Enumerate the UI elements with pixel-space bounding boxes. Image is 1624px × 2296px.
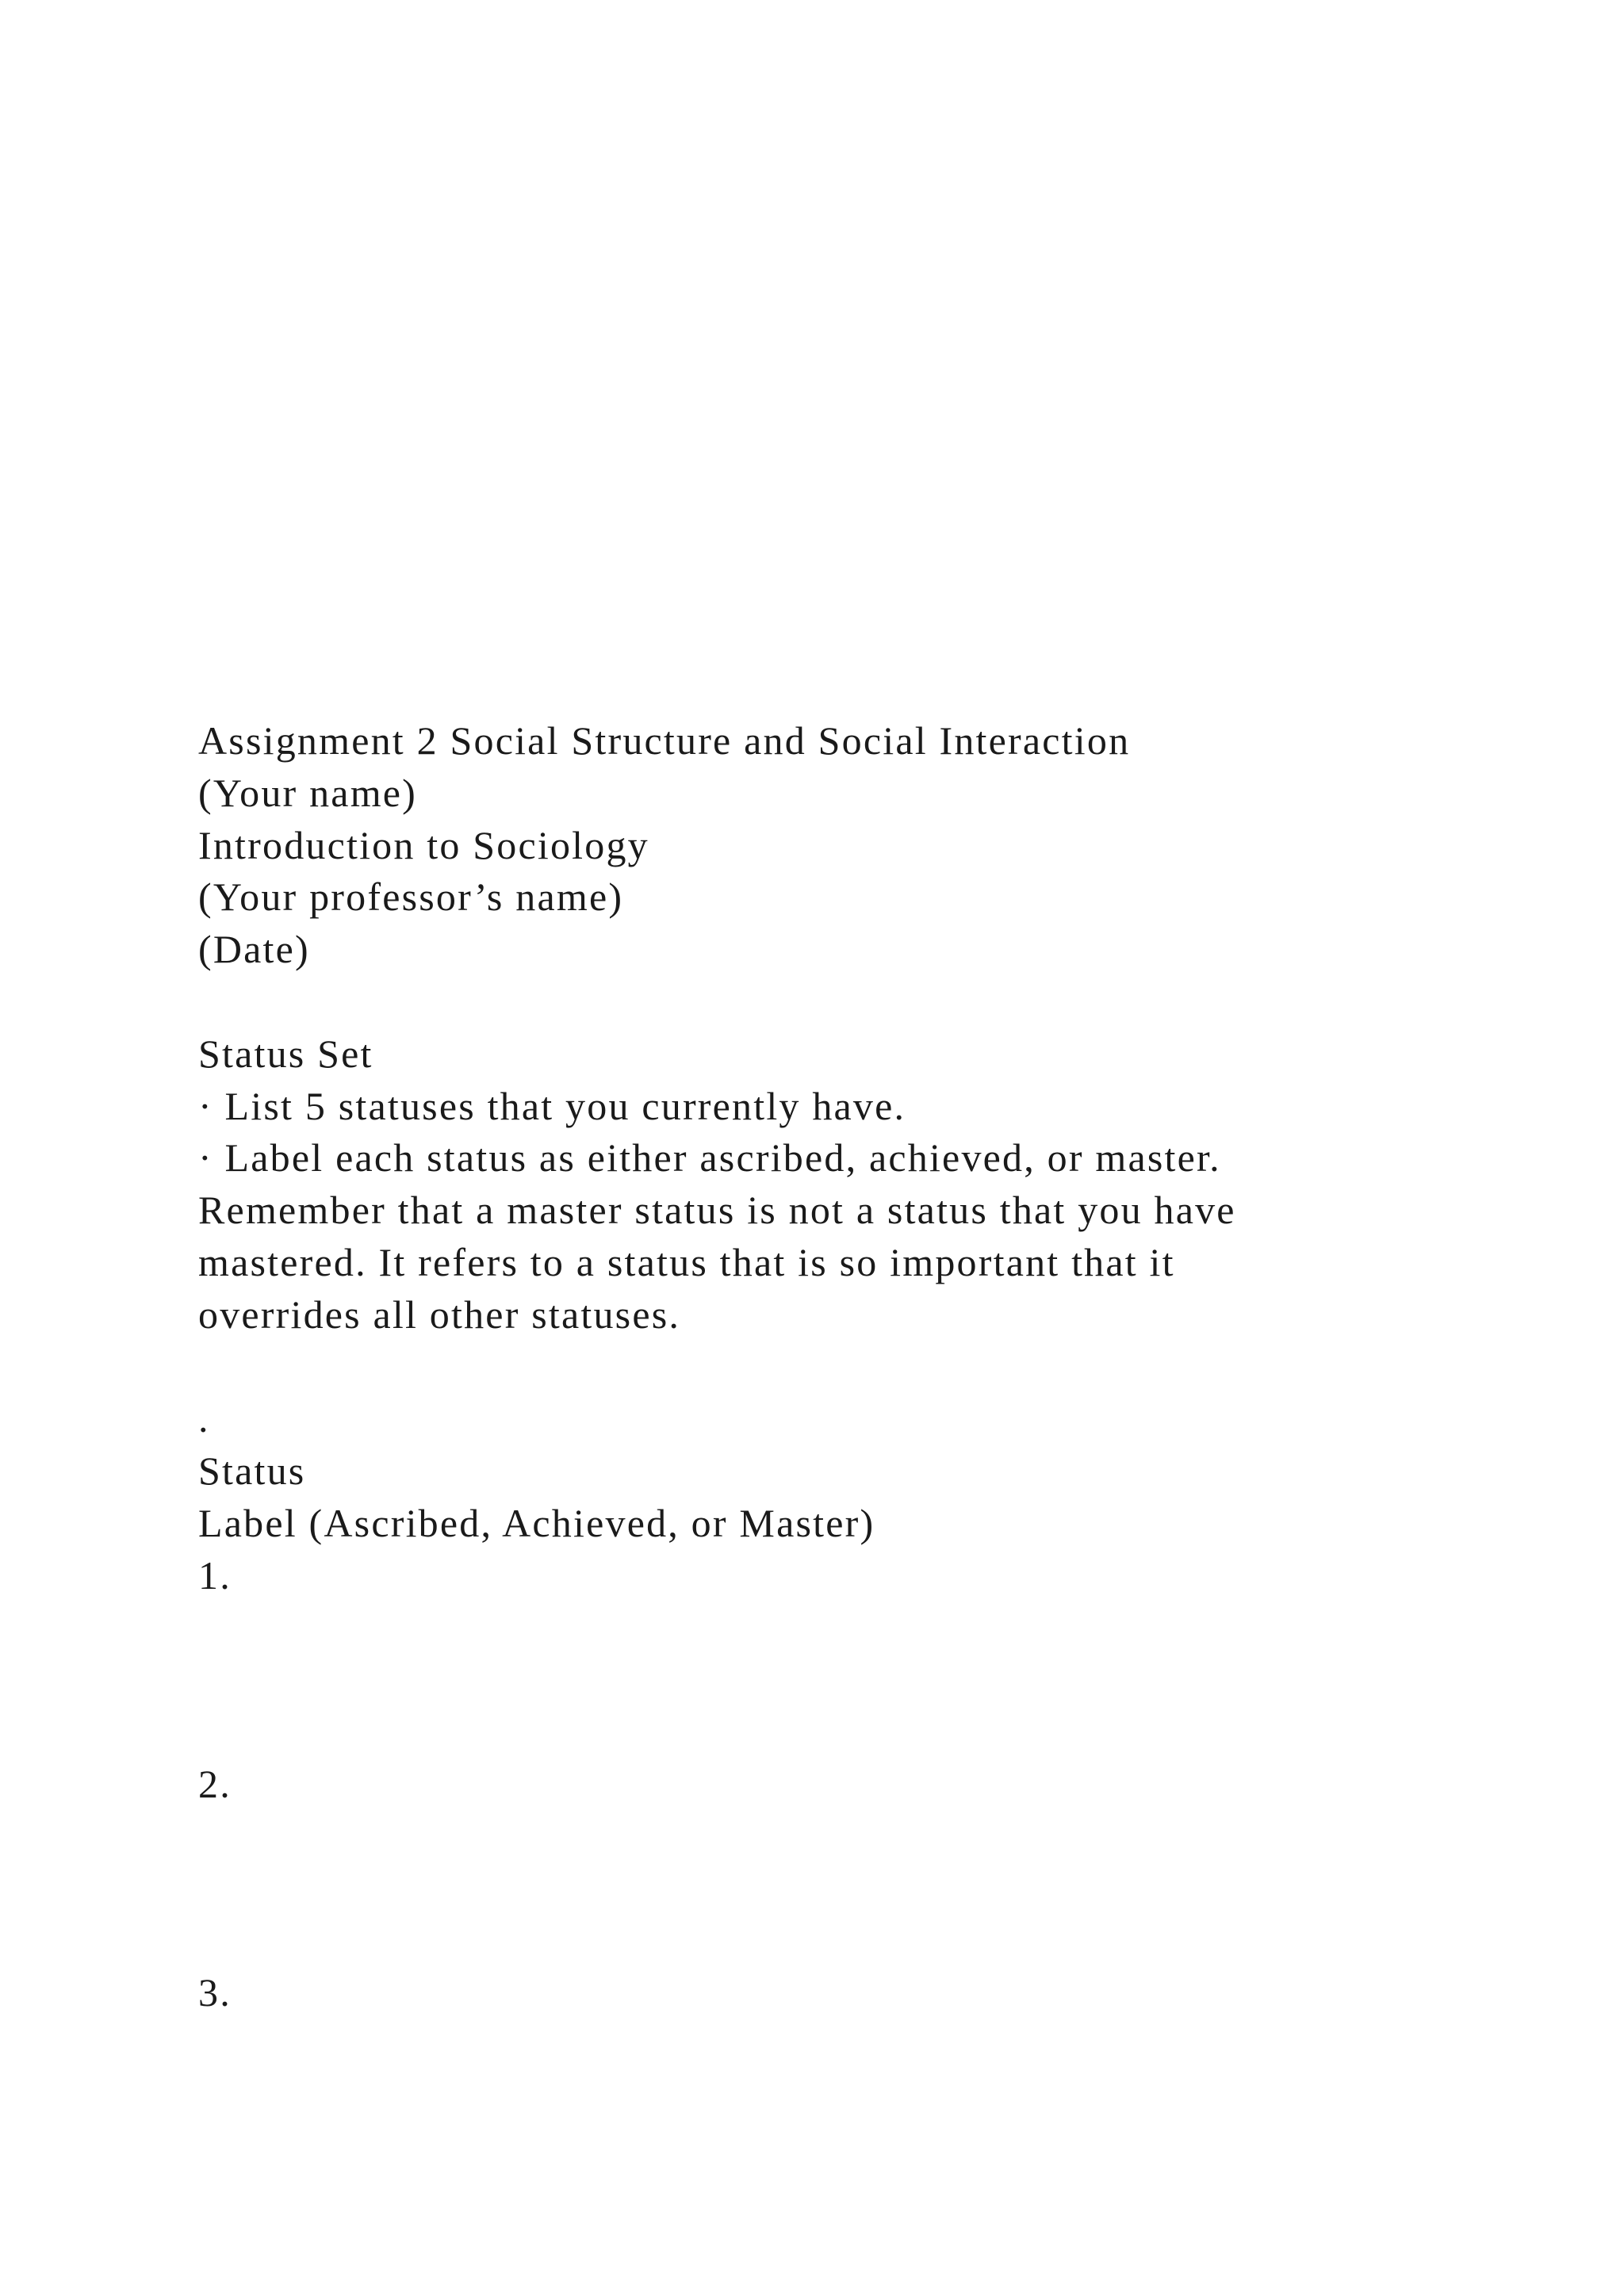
instruction-item: · List 5 statuses that you currently have. [198,1083,906,1128]
note-line: Remember that a master status is not a status that you have [198,1188,1236,1233]
table-row-number: 3. [198,1970,232,2015]
professor-name-placeholder: (Your professor’s name) [198,874,624,920]
date-placeholder: (Date) [198,927,310,972]
table-row-number: 1. [198,1552,232,1598]
table-header-status: Status [198,1448,306,1494]
separator-dot: . [198,1396,210,1441]
note-line: mastered. It refers to a status that is so important that it [198,1239,1175,1284]
answer-space [198,1602,1435,1758]
assignment-title: Assignment 2 Social Structure and Social Interaction [198,718,1131,763]
table-row-number: 2. [198,1761,232,1806]
table-header-label: Label (Ascribed, Achieved, or Master) [198,1500,875,1545]
student-name-placeholder: (Your name) [198,770,418,815]
instruction-item: · Label each status as either ascribed, achieved, or master. [198,1135,1221,1181]
spacer [198,976,1435,1028]
section-heading: Status Set [198,1031,373,1076]
answer-space [198,1811,1435,1967]
spacer [198,1341,1435,1394]
document-body [198,715,1435,2019]
note-line: overrides all other statuses. [198,1292,681,1337]
course-name: Introduction to Sociology [198,822,649,867]
